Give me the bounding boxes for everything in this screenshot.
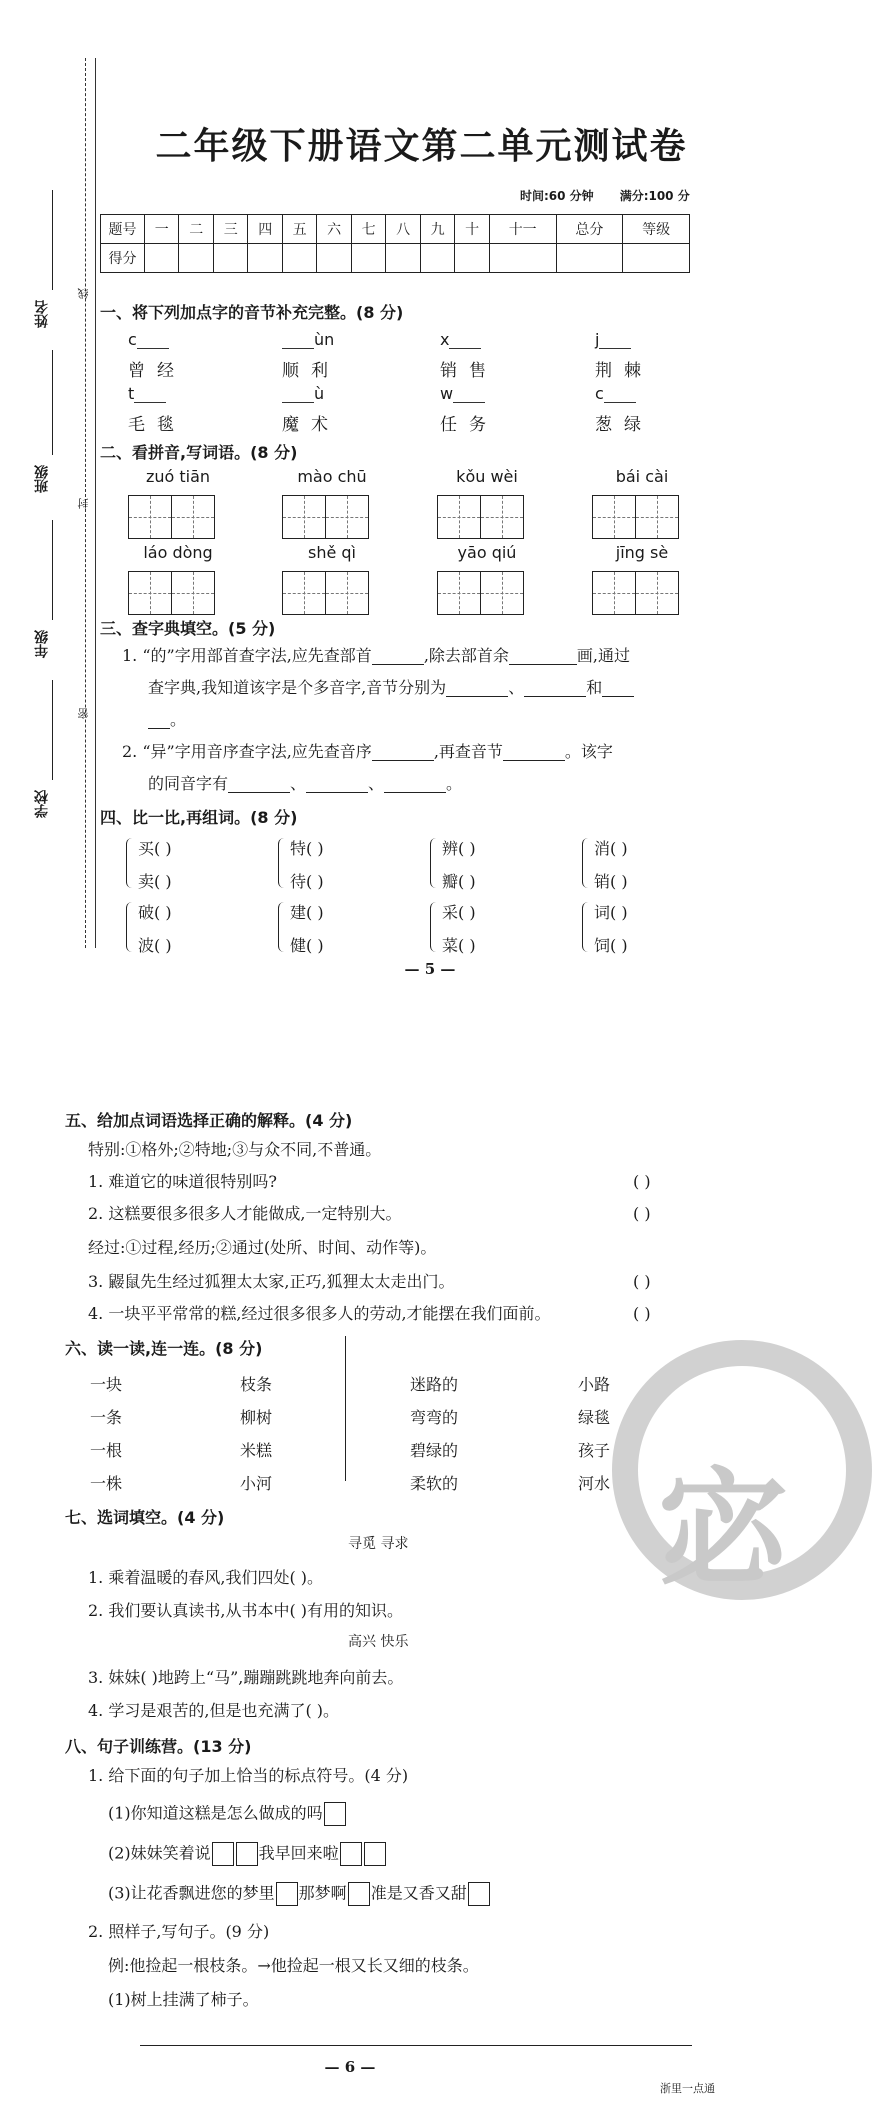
tianzi-cell[interactable] [480,495,524,539]
exam-meta [520,187,690,204]
grid-pinyin: zuó tiān [145,467,211,486]
pinyin-blank[interactable] [137,333,169,349]
text: 、 [368,774,385,793]
pinyin-item [595,330,725,381]
score-table-header-row [101,215,690,244]
tianzi-cell[interactable] [635,571,679,615]
connect-right-word[interactable]: 柔软的 [410,1474,459,1493]
tianzi-cell[interactable] [171,495,215,539]
sec3-q1-line2 [148,678,634,697]
cut-char-feng: 封 [77,498,90,509]
pinyin-item [282,384,412,435]
exam-full-score: 满分:100 分 [619,189,690,203]
sec3-q2-line2 [148,774,462,793]
punct-box[interactable] [324,1802,346,1826]
tianzi-cell[interactable] [325,495,369,539]
tianzi-item [282,467,382,539]
pinyin-blank[interactable] [599,333,631,349]
grid-pinyin: mào chū [297,467,367,486]
table-cell: 总分 [556,215,623,244]
tianzi-item [592,467,692,539]
tianzi-item [437,467,537,539]
fill-blank[interactable] [148,711,170,729]
grid-pinyin: shě qì [307,543,356,562]
tianzi-cell[interactable] [282,495,326,539]
section-8-title: 八、句子训练营。(13 分) [65,1737,252,1756]
text: 画,通过 [576,646,630,665]
section-4-title: 四、比一比,再组词。(8 分) [100,808,298,827]
table-cell: 三 [213,215,247,244]
compare-word[interactable]: 销( ) [594,872,628,891]
punct-box[interactable] [212,1842,234,1866]
score-input-cell[interactable] [282,244,316,273]
section-5-title: 五、给加点词语选择正确的解释。(4 分) [65,1111,353,1130]
school-fill-line [52,680,53,780]
cut-char-mi: 密 [77,708,90,719]
binding-solid-line [95,58,96,948]
text: (1)你知道这糕是怎么做成的吗 [108,1803,323,1823]
side-label-school: 学校 [34,790,50,818]
sec8-s3 [108,1882,491,1906]
sec5-q2: 2. 这糕要很多很多人才能做成,一定特别大。 [88,1204,402,1223]
tianzi-item [437,543,537,615]
fill-blank[interactable] [372,647,424,665]
sec3-q1-line3 [148,710,186,729]
compare-word[interactable]: 采( ) [442,903,476,922]
sec7-options-2: 高兴 快乐 [348,1634,409,1650]
sec8-q1: 1. 给下面的句子加上恰当的标点符号。(4 分) [88,1766,409,1785]
compare-word[interactable]: 词( ) [594,903,628,922]
grid-pinyin: jīng sè [615,543,669,562]
compare-word[interactable]: 买( ) [138,839,172,858]
tianzi-item [128,467,228,539]
connect-left-word[interactable]: 一块 [90,1375,123,1394]
compare-pair [282,900,402,966]
watermark-stamp: 宓 [612,1340,872,1600]
text: 。该字 [564,742,613,761]
tianzi-cell[interactable] [437,495,481,539]
punct-box[interactable] [340,1842,362,1866]
pinyin-blank[interactable] [453,387,485,403]
connect-right-word[interactable]: 弯弯的 [410,1408,459,1427]
tianzi-cell[interactable] [128,571,172,615]
grid-pinyin: bái cài [615,467,669,486]
table-cell: 题号 [101,215,145,244]
sec7-q2[interactable]: 2. 我们要认真读书,从书本中( )有用的知识。 [88,1601,404,1620]
compare-pair [586,836,706,902]
text: ,除去部首余 [423,646,509,665]
punct-box[interactable] [348,1882,370,1906]
pinyin-word: 曾经 [128,361,186,381]
compare-pair [586,900,706,966]
fill-blank[interactable] [228,775,290,793]
page-title: 二年级下册语文第二单元测试卷 [155,126,688,167]
section-2-title: 二、看拼音,写词语。(8 分) [100,443,298,462]
side-label-name: 姓名 [34,300,50,328]
sec8-s2 [108,1842,387,1866]
sec7-q1[interactable]: 1. 乘着温暖的春风,我们四处( )。 [88,1568,324,1587]
score-input-cell[interactable] [317,244,351,273]
sec5-def2: 经过:①过程,经历;②通过(处所、时间、动作等)。 [88,1238,437,1257]
punct-box[interactable] [468,1882,490,1906]
pinyin-item [595,384,725,435]
fill-blank[interactable] [503,743,565,761]
connect-right-target[interactable]: 孩子 [578,1441,611,1460]
score-input-cell[interactable] [213,244,247,273]
text: 查字典,我知道该字是个多音字,音节分别为 [148,678,447,697]
tianzi-cell[interactable] [635,495,679,539]
text: 。 [446,774,463,793]
pinyin-blank[interactable] [134,387,166,403]
pinyin-prefix: c [595,384,604,403]
table-cell: 等级 [623,215,690,244]
connect-right-target[interactable]: 河水 [578,1474,611,1493]
score-input-cell[interactable] [248,244,282,273]
sec7-q4[interactable]: 4. 学习是艰苦的,但是也充满了( )。 [88,1701,340,1720]
pinyin-blank[interactable] [282,333,314,349]
tianzi-cell[interactable] [592,571,636,615]
tianzi-cell[interactable] [325,571,369,615]
compare-word[interactable]: 菜( ) [442,936,476,955]
pinyin-word: 顺利 [282,361,340,381]
text: 准是又香又甜 [370,1883,467,1903]
answer-paren[interactable]: ( ) [633,1172,651,1191]
tianzi-cell[interactable] [171,571,215,615]
compare-word[interactable]: 待( ) [290,872,324,891]
fill-blank[interactable] [384,775,446,793]
table-cell: 十一 [489,215,556,244]
pinyin-prefix: j [595,330,600,349]
connect-left-word[interactable]: 一条 [90,1408,123,1427]
score-table-score-row [101,244,690,273]
side-label-grade: 年级 [34,630,50,658]
pinyin-item [440,384,570,435]
punct-box[interactable] [276,1882,298,1906]
fill-blank[interactable] [524,679,586,697]
sec7-q3[interactable]: 3. 妹妹( )地跨上“马”,蹦蹦跳跳地奔向前去。 [88,1668,404,1687]
score-input-cell[interactable] [420,244,454,273]
compare-word[interactable]: 饲( ) [594,936,628,955]
answer-paren[interactable]: ( ) [633,1204,651,1223]
compare-pair [130,900,250,966]
tianzi-item [282,543,382,615]
text: 和 [586,678,603,697]
sec8-example: 例:他捡起一根枝条。→他捡起一根又长又细的枝条。 [108,1956,479,1975]
score-input-cell[interactable] [145,244,179,273]
table-cell: 四 [248,215,282,244]
tianzi-cell[interactable] [128,495,172,539]
table-cell: 二 [179,215,213,244]
answer-paren[interactable]: ( ) [633,1272,651,1291]
class-fill-line [52,350,53,455]
page-number: — 5 — [404,960,456,978]
text: 那梦啊 [298,1883,347,1903]
table-cell: 一 [145,215,179,244]
compare-word[interactable]: 波( ) [138,936,172,955]
connect-left-target[interactable]: 小河 [240,1474,273,1493]
fill-blank[interactable] [372,743,434,761]
sec5-q3: 3. 鼹鼠先生经过狐狸太太家,正巧,狐狸太太走出门。 [88,1272,455,1291]
page-number: — 6 — [324,2058,376,2076]
sec3-q1-line1 [122,646,630,665]
pinyin-word: 荆棘 [595,361,653,381]
table-cell: 得分 [101,244,145,273]
table-cell: 八 [386,215,420,244]
pinyin-blank[interactable] [282,387,314,403]
compare-word[interactable]: 建( ) [290,903,324,922]
fill-blank[interactable] [509,647,577,665]
score-input-cell[interactable] [623,244,690,273]
text: 、 [290,774,307,793]
compare-pair [282,836,402,902]
fill-blank[interactable] [446,679,508,697]
pinyin-word: 魔术 [282,415,340,435]
name-fill-line [52,190,53,290]
compare-pair [434,900,554,966]
punct-box[interactable] [236,1842,258,1866]
pinyin-suffix: ùn [314,330,335,349]
tianzi-cell[interactable] [592,495,636,539]
connect-divider [345,1336,346,1481]
tianzi-cell[interactable] [282,571,326,615]
side-label-class: 班级 [34,465,50,493]
pinyin-word: 任务 [440,415,498,435]
text: 1. “的”字用部首查字法,应先查部首 [122,646,372,665]
exam-time: 时间:60 分钟 [520,189,594,203]
connect-left-word[interactable]: 一株 [90,1474,123,1493]
table-cell: 六 [317,215,351,244]
answer-paren[interactable]: ( ) [633,1304,651,1323]
text: ,再查音节 [433,742,503,761]
sec5-q4: 4. 一块平平常常的糕,经过很多很多人的劳动,才能摆在我们面前。 [88,1304,551,1323]
cut-char-xian: 线 [77,288,90,299]
pinyin-prefix: x [440,330,450,349]
table-cell: 七 [351,215,385,244]
score-input-cell[interactable] [489,244,556,273]
tianzi-cell[interactable] [437,571,481,615]
score-input-cell[interactable] [351,244,385,273]
connect-right-target[interactable]: 小路 [578,1375,611,1394]
compare-word[interactable]: 特( ) [290,839,324,858]
compare-word[interactable]: 破( ) [138,903,172,922]
score-table [100,214,690,273]
pinyin-suffix: ù [314,384,325,403]
text: 2. “异”字用音序查字法,应先查音序 [122,742,372,761]
compare-word[interactable]: 健( ) [290,936,324,955]
sec8-q2: 2. 照样子,写句子。(9 分) [88,1922,270,1941]
section-3-title: 三、查字典填空。(5 分) [100,619,276,638]
compare-pair [130,836,250,902]
pinyin-blank[interactable] [449,333,481,349]
pinyin-blank[interactable] [604,387,636,403]
grade-fill-line [52,520,53,620]
pinyin-word: 毛毯 [128,415,186,435]
sec3-q2-line1 [122,742,613,761]
pinyin-prefix: c [128,330,137,349]
compare-word[interactable]: 卖( ) [138,872,172,891]
grid-pinyin: kǒu wèi [456,467,518,486]
pinyin-item [440,330,570,381]
pinyin-word: 销售 [440,361,498,381]
table-cell: 九 [420,215,454,244]
compare-word[interactable]: 消( ) [594,839,628,858]
section-7-title: 七、选词填空。(4 分) [65,1508,225,1527]
sec8-s1 [108,1802,347,1826]
connect-left-target[interactable]: 米糕 [240,1441,273,1460]
connect-right-word[interactable]: 迷路的 [410,1375,459,1394]
sec8-s4: (1)树上挂满了柿子。 [108,1990,259,2009]
table-cell: 五 [282,215,316,244]
tianzi-cell[interactable] [480,571,524,615]
section-1-title: 一、将下列加点字的音节补充完整。(8 分) [100,303,404,322]
section-6-title: 六、读一读,连一连。(8 分) [65,1339,263,1358]
pinyin-item [128,330,258,381]
score-input-cell[interactable] [386,244,420,273]
connect-right-target[interactable]: 绿毯 [578,1408,611,1427]
grid-pinyin: yāo qiú [457,543,517,562]
score-input-cell[interactable] [179,244,213,273]
pinyin-item [282,330,412,381]
fill-blank[interactable] [306,775,368,793]
connect-left-word[interactable]: 一根 [90,1441,123,1460]
fill-blank[interactable] [602,679,634,697]
connect-left-target[interactable]: 枝条 [240,1375,273,1394]
pinyin-item [128,384,258,435]
connect-left-target[interactable]: 柳树 [240,1408,273,1427]
corner-brand: 浙里一点通 [660,2082,715,2095]
pinyin-word: 葱绿 [595,415,653,435]
compare-word[interactable]: 辨( ) [442,839,476,858]
pinyin-prefix: w [440,384,454,403]
grid-pinyin: láo dòng [143,543,213,562]
text: 、 [508,678,525,697]
connect-right-word[interactable]: 碧绿的 [410,1441,459,1460]
tianzi-item [592,543,692,615]
bottom-rule [140,2045,692,2046]
sec7-options-1: 寻觅 寻求 [348,1536,409,1552]
text: 我早回来啦 [258,1843,339,1863]
punct-box[interactable] [364,1842,386,1866]
page-5 [0,0,743,1000]
text: (3)让花香飘进您的梦里 [108,1883,275,1903]
text: (2)妹妹笑着说 [108,1843,211,1863]
tianzi-item [128,543,228,615]
table-cell: 十 [455,215,489,244]
score-input-cell[interactable] [556,244,623,273]
score-input-cell[interactable] [455,244,489,273]
compare-pair [434,836,554,902]
sec5-q1: 1. 难道它的味道很特别吗? [88,1172,277,1191]
text: 的同音字有 [148,774,229,793]
compare-word[interactable]: 瓣( ) [442,872,476,891]
sec5-def1: 特别:①格外;②特地;③与众不同,不普通。 [88,1140,382,1159]
text: 。 [170,710,187,729]
pinyin-prefix: t [128,384,135,403]
